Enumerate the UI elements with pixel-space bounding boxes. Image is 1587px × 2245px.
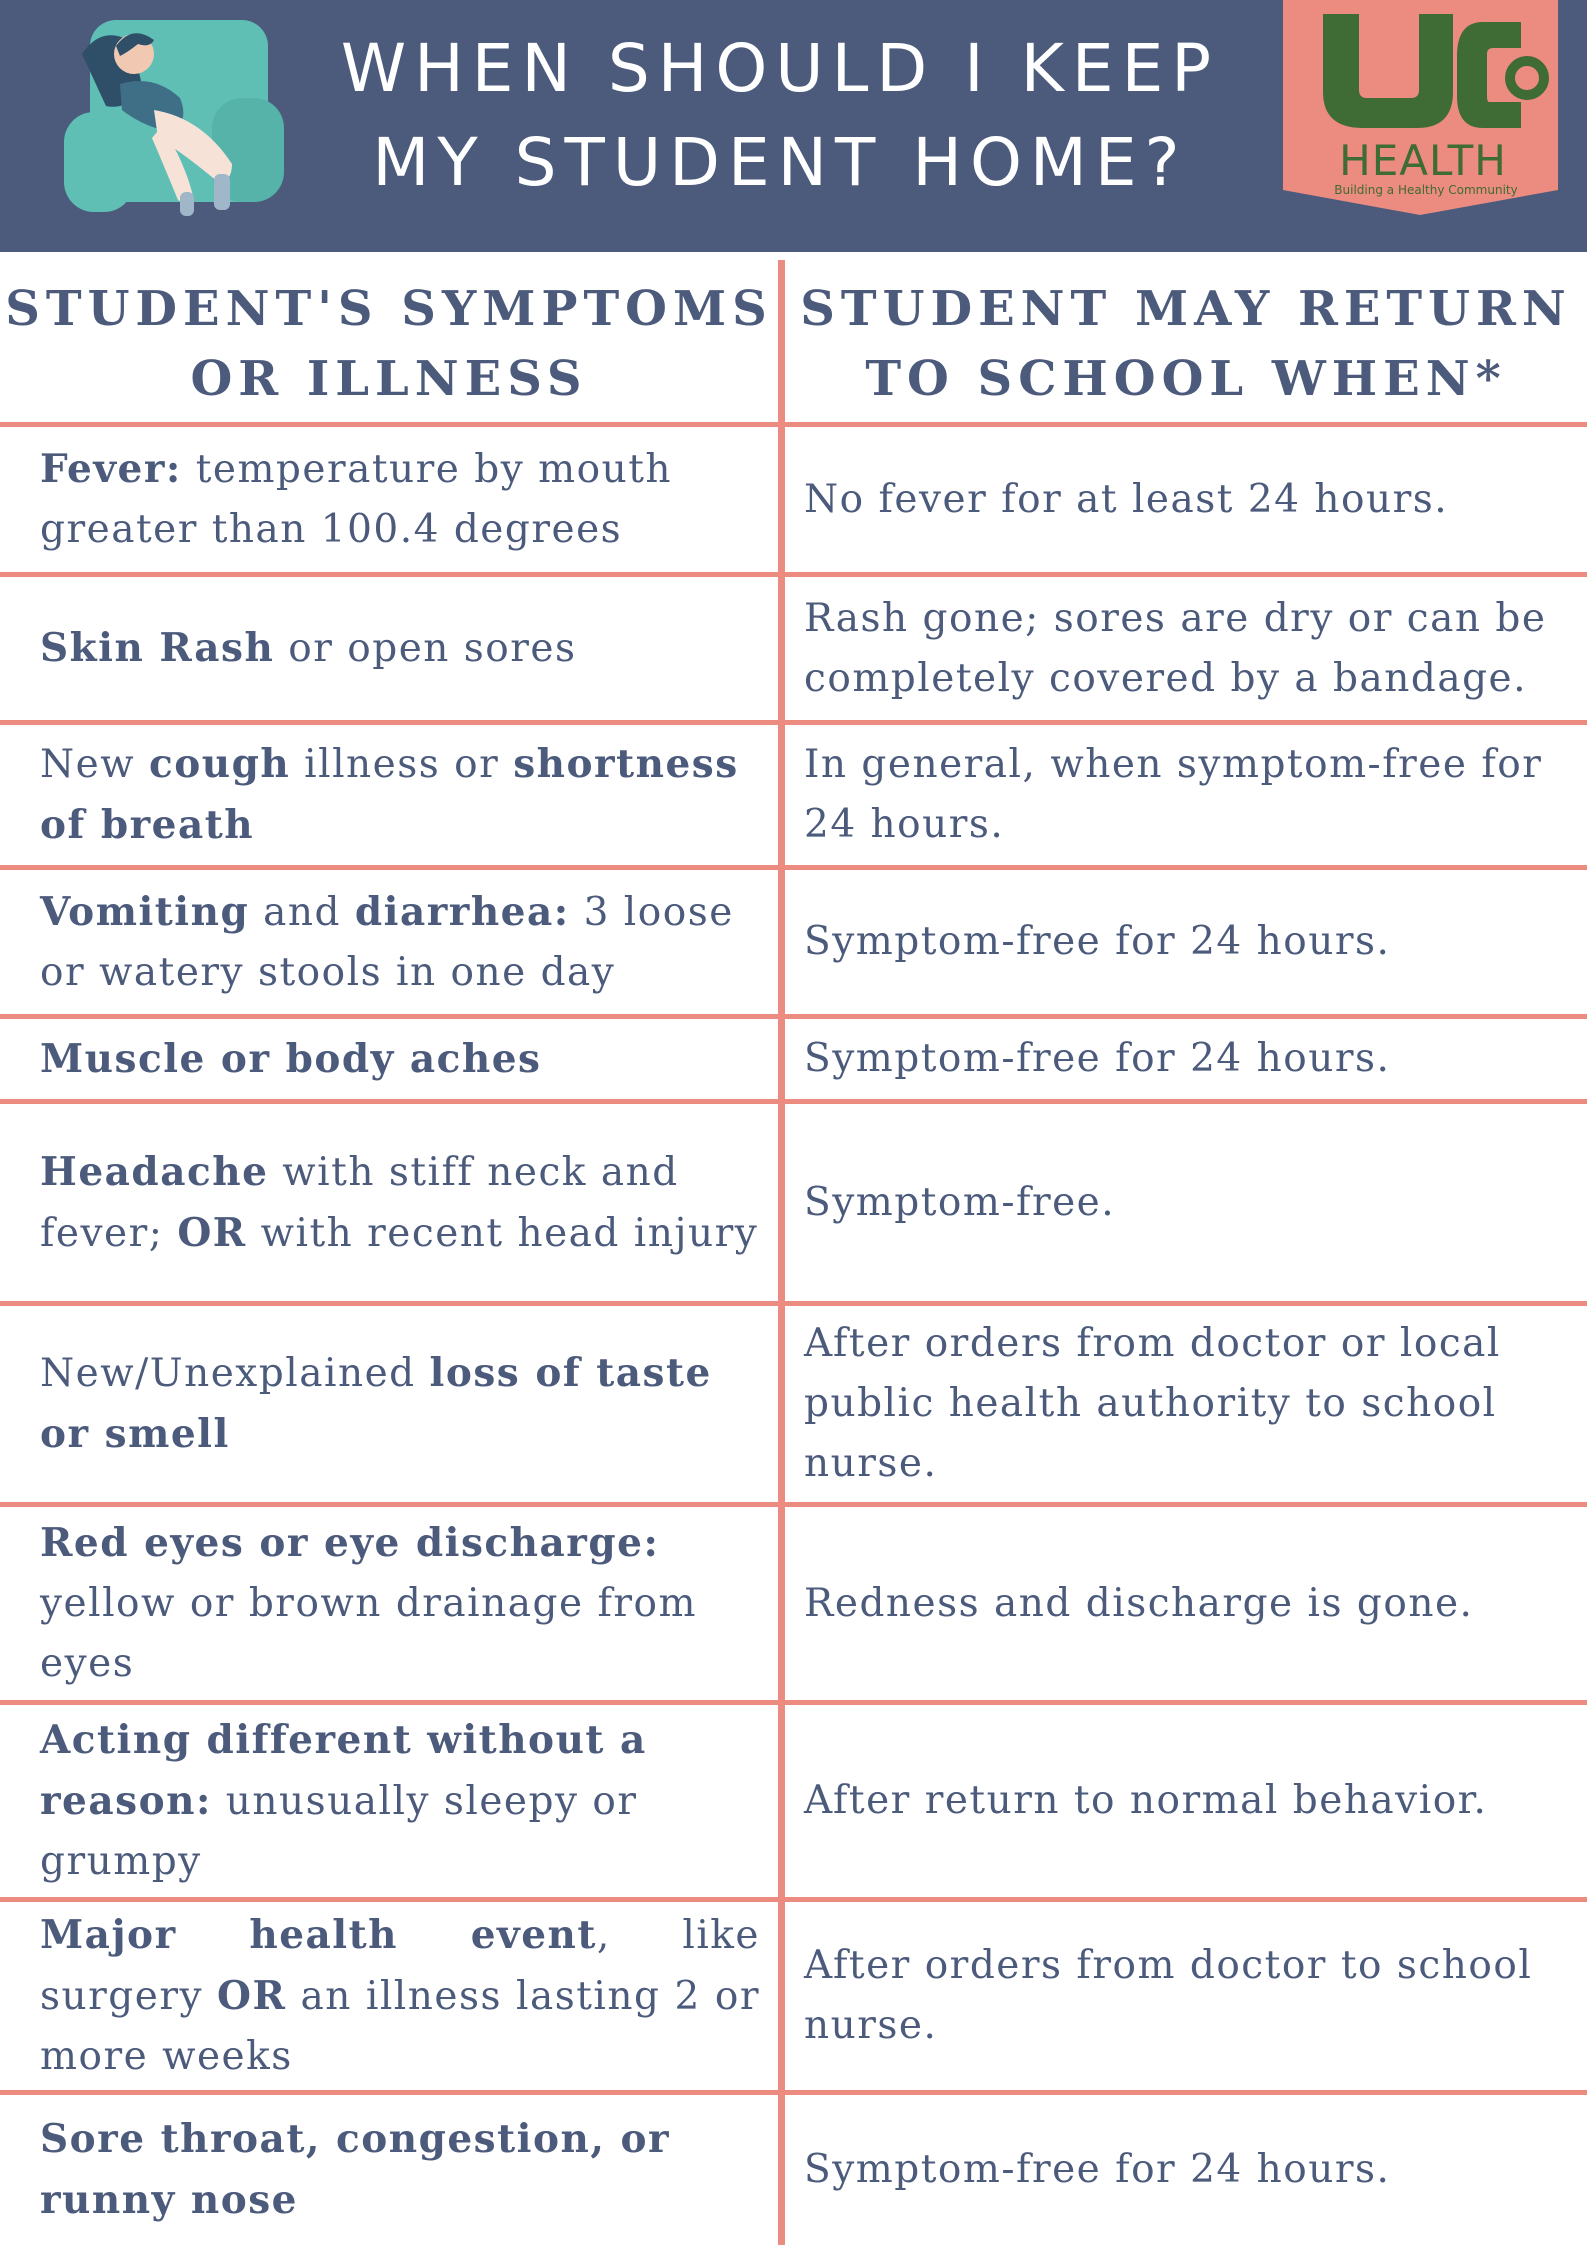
symptom-label: Skin Rash [40, 625, 275, 671]
symptom-cell [40, 1019, 760, 1099]
symptom-detail: illness or [290, 742, 514, 787]
symptom-cell [40, 1705, 760, 1897]
symptom-label: Vomiting [40, 888, 250, 935]
return-cell: Rash gone; sores are dry or can be completely covered by a bandage. [804, 595, 1547, 701]
return-cell: Symptom-free for 24 hours. [804, 2147, 1391, 2192]
symptom-label: OR [177, 1209, 247, 1256]
symptom-detail: with stiff neck and fever; [40, 1149, 679, 1256]
return-cell: Symptom-free. [804, 1179, 1116, 1225]
symptom-label: Red eyes or eye discharge: [40, 1520, 660, 1566]
symptom-label: cough [148, 741, 291, 787]
sick-person-on-couch-icon [62, 14, 287, 219]
symptom-detail: an illness lasting 2 or more weeks [40, 1974, 760, 2079]
symptom-label: Major health event [40, 1912, 597, 1958]
return-cell: After orders from doctor to school nurse. [804, 1943, 1533, 2048]
symptom-label: Headache [40, 1148, 269, 1195]
symptom-table [0, 252, 1587, 2245]
symptom-cell [40, 2095, 760, 2245]
return-cell: Redness and discharge is gone. [804, 1580, 1474, 1626]
symptom-detail: with recent head injury [246, 1210, 759, 1256]
symptom-cell [40, 725, 760, 865]
symptom-label: loss of taste or smell [40, 1350, 712, 1457]
column-divider [778, 260, 785, 2245]
symptom-cell [40, 577, 760, 720]
return-cell: Symptom-free for 24 hours. [804, 1036, 1391, 1081]
return-cell: After orders from doctor or local public health authority to school nurse. [804, 1321, 1501, 1486]
symptom-label: Muscle or body aches [40, 1035, 542, 1082]
symptom-label: Fever: [40, 446, 182, 492]
symptom-detail: New [40, 742, 149, 787]
symptom-cell [40, 1507, 760, 1700]
symptom-detail: or open sores [274, 626, 577, 671]
symptom-detail: unusually sleepy or grumpy [40, 1779, 638, 1884]
symptom-label: Acting different without a reason: [40, 1717, 647, 1824]
symptom-label: diarrhea: [354, 888, 570, 935]
symptom-cell [40, 1306, 760, 1502]
symptom-label: shortness of breath [40, 741, 739, 848]
return-cell: Symptom-free for 24 hours. [804, 919, 1391, 964]
symptom-detail: yellow or brown drainage from eyes [40, 1581, 698, 1686]
symptom-detail: temperature by mouth greater than 100.4 degrees [40, 447, 673, 552]
symptom-detail: and [249, 889, 355, 935]
symptom-label: Sore throat, congestion, or runny nose [40, 2116, 671, 2223]
return-cell: After return to normal behavior. [804, 1778, 1488, 1823]
column-header-return: STUDENT MAY RETURN TO SCHOOL WHEN* [800, 281, 1572, 407]
page-title: WHEN SHOULD I KEEP MY STUDENT HOME? [340, 30, 1220, 201]
symptom-cell [40, 870, 760, 1014]
symptom-cell [40, 427, 760, 572]
symptom-detail: New/Unexplained [40, 1351, 430, 1396]
return-cell: No fever for at least 24 hours. [804, 476, 1449, 522]
symptom-cell [40, 1104, 760, 1301]
symptom-label: OR [217, 1973, 287, 2019]
return-cell: In general, when symptom-free for 24 hours. [804, 742, 1543, 847]
symptom-cell [40, 1902, 760, 2090]
column-header-symptoms: STUDENT'S SYMPTOMS OR ILLNESS [5, 281, 773, 407]
symptom-detail: , like surgery [40, 1913, 761, 2019]
logo-tagline: Building a Healthy Community [1334, 183, 1518, 197]
logo-health-text: HEALTH [1339, 136, 1507, 185]
symptom-detail: 3 loose or watery stools in one day [40, 889, 734, 995]
